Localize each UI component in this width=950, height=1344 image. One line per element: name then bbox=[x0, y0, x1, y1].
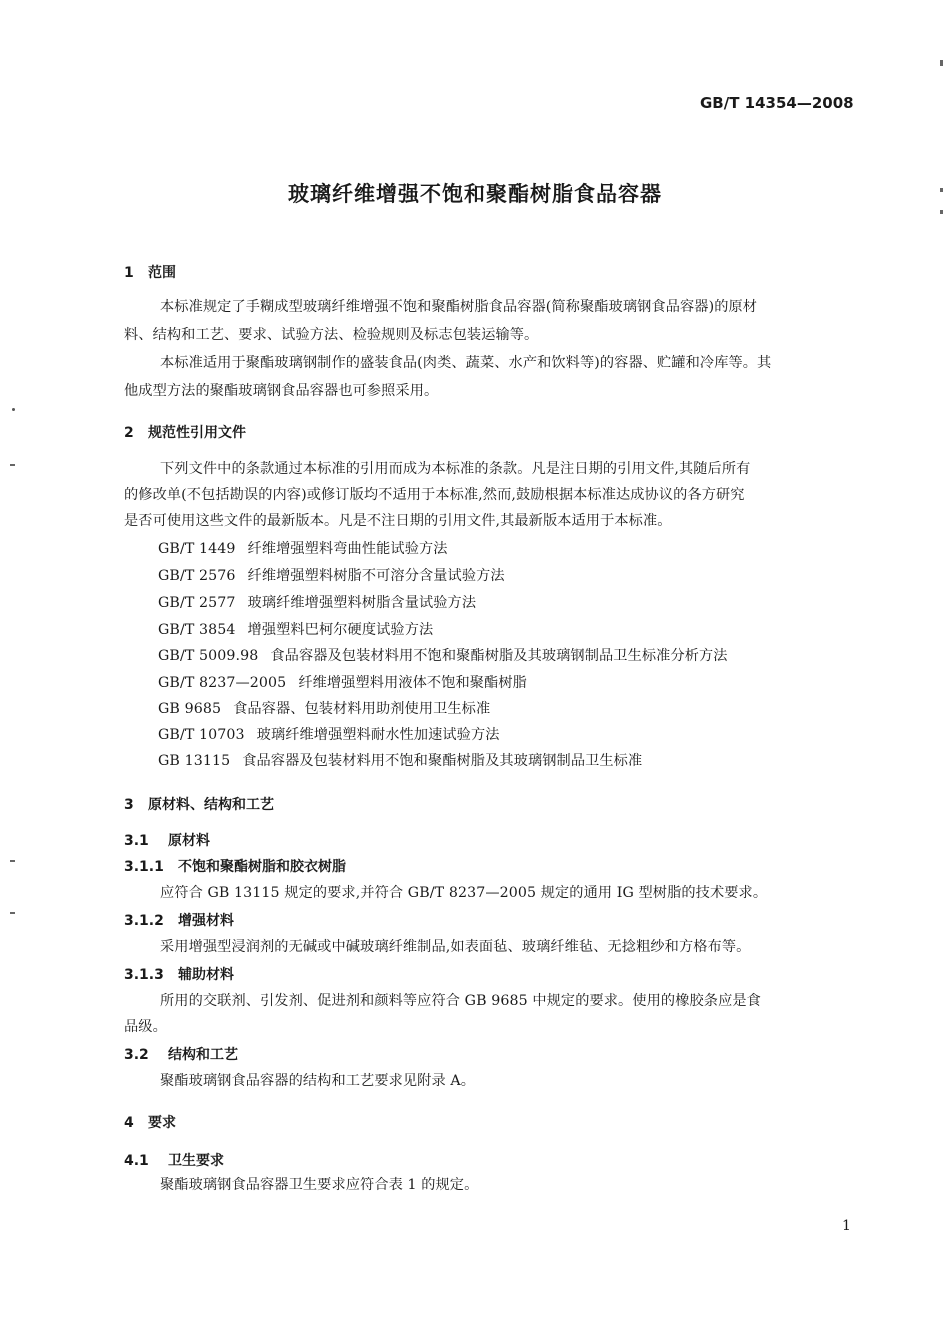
page-number: 1 bbox=[842, 1218, 851, 1234]
reference-item bbox=[158, 538, 448, 558]
reference-code: GB/T 3854 bbox=[158, 622, 236, 638]
paragraph-line: 是否可使用这些文件的最新版本。凡是不注日期的引用文件,其最新版本适用于本标准。 bbox=[124, 513, 672, 529]
section-title: 要求 bbox=[148, 1115, 176, 1131]
paragraph-line: 的修改单(不包括勘误的内容)或修订版均不适用于本标准,然而,鼓励根据本标准达成协议的各方研究 bbox=[124, 487, 745, 503]
paragraph-line: 所用的交联剂、引发剂、促进剂和颜料等应符合 GB 9685 中规定的要求。使用的橡胶条应是食 bbox=[160, 993, 761, 1009]
paragraph-line: 聚酯玻璃钢食品容器的结构和工艺要求见附录 A。 bbox=[160, 1073, 475, 1089]
section-4-heading bbox=[124, 1112, 176, 1132]
reference-title: 增强塑料巴柯尔硬度试验方法 bbox=[247, 622, 434, 638]
section-title: 规范性引用文件 bbox=[148, 425, 246, 441]
scan-mark bbox=[10, 464, 15, 466]
section-number: 3.1.3 bbox=[124, 967, 164, 983]
section-title: 增强材料 bbox=[178, 913, 234, 929]
reference-item bbox=[158, 645, 728, 665]
paragraph-line: 本标准适用于聚酯玻璃钢制作的盛装食品(肉类、蔬菜、水产和饮料等)的容器、贮罐和冷库等。其 bbox=[160, 355, 772, 371]
scan-mark bbox=[10, 860, 15, 862]
reference-item bbox=[158, 619, 433, 639]
reference-item bbox=[158, 750, 642, 770]
paragraph-line: 下列文件中的条款通过本标准的引用而成为本标准的条款。凡是注日期的引用文件,其随后所有 bbox=[160, 461, 751, 477]
reference-title: 食品容器及包装材料用不饱和聚酯树脂及其玻璃钢制品卫生标准 bbox=[242, 753, 643, 769]
section-4-1-heading bbox=[124, 1150, 224, 1170]
standard-code: GB/T 14354—2008 bbox=[700, 94, 854, 112]
section-3-1-heading bbox=[124, 830, 210, 850]
reference-title: 纤维增强塑料用液体不饱和聚酯树脂 bbox=[298, 675, 527, 691]
section-number: 4.1 bbox=[124, 1153, 149, 1169]
reference-title: 食品容器、包装材料用助剂使用卫生标准 bbox=[233, 701, 491, 717]
paragraph-line: 他成型方法的聚酯玻璃钢食品容器也可参照采用。 bbox=[124, 383, 439, 399]
paragraph-line: 采用增强型浸润剂的无碱或中碱玻璃纤维制品,如表面毡、玻璃纤维毡、无捻粗纱和方格布等。 bbox=[160, 939, 751, 955]
section-title: 结构和工艺 bbox=[168, 1047, 238, 1063]
reference-item bbox=[158, 592, 476, 612]
section-number: 3.2 bbox=[124, 1047, 149, 1063]
section-number: 2 bbox=[124, 425, 134, 441]
section-3-heading bbox=[124, 794, 274, 814]
section-number: 3.1 bbox=[124, 833, 149, 849]
section-number: 4 bbox=[124, 1115, 134, 1131]
section-title: 范围 bbox=[148, 265, 176, 281]
paragraph-line: 品级。 bbox=[124, 1019, 167, 1035]
section-number: 3.1.2 bbox=[124, 913, 164, 929]
reference-code: GB/T 5009.98 bbox=[158, 648, 259, 664]
section-title: 原材料、结构和工艺 bbox=[148, 797, 274, 813]
section-title: 卫生要求 bbox=[168, 1153, 224, 1169]
section-3-1-2-heading bbox=[124, 910, 234, 930]
section-3-1-3-heading bbox=[124, 964, 234, 984]
reference-code: GB/T 2576 bbox=[158, 568, 236, 584]
reference-code: GB/T 1449 bbox=[158, 541, 236, 557]
section-1-heading bbox=[124, 262, 176, 282]
section-title: 不饱和聚酯树脂和胶衣树脂 bbox=[178, 859, 346, 875]
reference-code: GB 9685 bbox=[158, 701, 222, 717]
reference-code: GB 13115 bbox=[158, 753, 231, 769]
reference-code: GB/T 8237—2005 bbox=[158, 675, 287, 691]
reference-code: GB/T 10703 bbox=[158, 727, 245, 743]
reference-title: 纤维增强塑料树脂不可溶分含量试验方法 bbox=[247, 568, 505, 584]
section-number: 1 bbox=[124, 265, 134, 281]
section-2-heading bbox=[124, 422, 246, 442]
document-title: 玻璃纤维增强不饱和聚酯树脂食品容器 bbox=[288, 182, 662, 206]
reference-title: 玻璃纤维增强塑料树脂含量试验方法 bbox=[247, 595, 477, 611]
scan-mark bbox=[940, 60, 943, 66]
section-3-1-1-heading bbox=[124, 856, 346, 876]
reference-title: 纤维增强塑料弯曲性能试验方法 bbox=[247, 541, 448, 557]
scan-mark bbox=[10, 912, 15, 914]
reference-title: 玻璃纤维增强塑料耐水性加速试验方法 bbox=[256, 727, 500, 743]
section-number: 3 bbox=[124, 797, 134, 813]
paragraph-line: 本标准规定了手糊成型玻璃纤维增强不饱和聚酯树脂食品容器(简称聚酯玻璃钢食品容器)的原材 bbox=[160, 299, 758, 315]
reference-item bbox=[158, 565, 505, 585]
section-3-2-heading bbox=[124, 1044, 238, 1064]
scan-mark bbox=[12, 408, 15, 411]
section-number: 3.1.1 bbox=[124, 859, 164, 875]
reference-code: GB/T 2577 bbox=[158, 595, 236, 611]
scan-mark bbox=[940, 188, 943, 192]
scan-mark bbox=[940, 210, 943, 214]
reference-item bbox=[158, 698, 490, 718]
reference-title: 食品容器及包装材料用不饱和聚酯树脂及其玻璃钢制品卫生标准分析方法 bbox=[270, 648, 728, 664]
section-title: 原材料 bbox=[168, 833, 210, 849]
paragraph-line: 料、结构和工艺、要求、试验方法、检验规则及标志包装运输等。 bbox=[124, 327, 539, 343]
reference-item bbox=[158, 672, 527, 692]
reference-item bbox=[158, 724, 500, 744]
paragraph-line: 聚酯玻璃钢食品容器卫生要求应符合表 1 的规定。 bbox=[160, 1177, 479, 1193]
section-title: 辅助材料 bbox=[178, 967, 234, 983]
paragraph-line: 应符合 GB 13115 规定的要求,并符合 GB/T 8237—2005 规定的通用 IG 型树脂的技术要求。 bbox=[160, 885, 768, 901]
